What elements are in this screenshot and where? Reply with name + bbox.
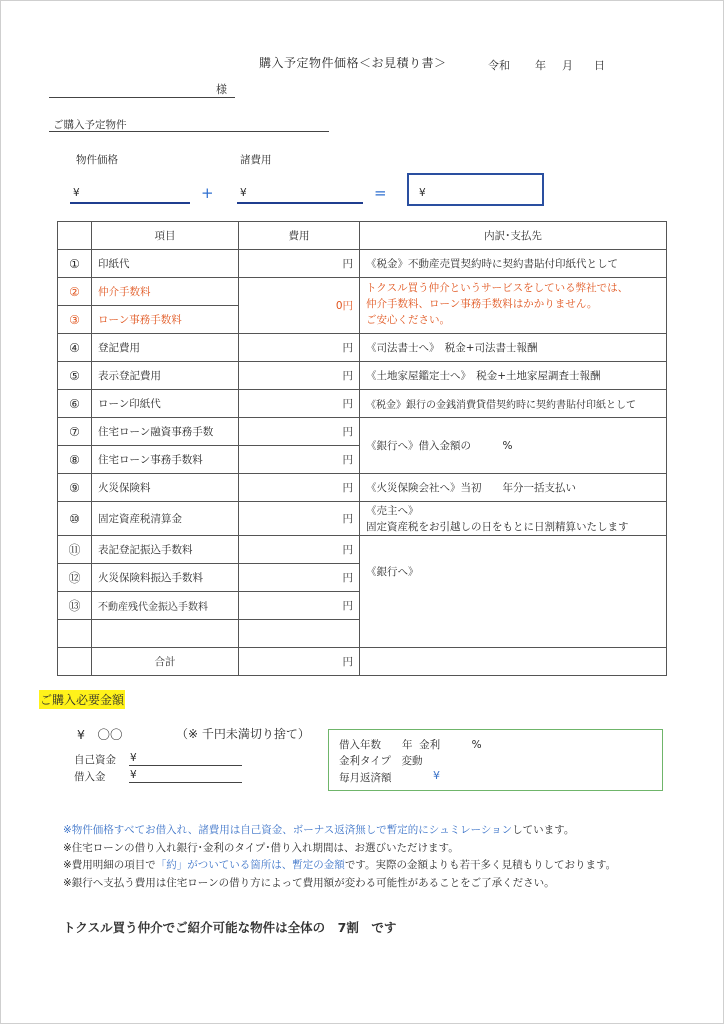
fees-label: 諸費用 (240, 154, 272, 166)
note-1-rest: しています。 (512, 824, 575, 836)
row-item: ローン事務手数料 (92, 306, 239, 334)
row-item: 印紙代 (92, 250, 239, 278)
rounding-note: （※ 千円未満切り捨て） (176, 727, 310, 741)
note-3-highlight: 「約」がついている箇所は、暫定の金額 (155, 859, 345, 871)
note-1-highlight: ※物件価格すべてお借入れ、諸費用は自己資金、ボーナス返済無しで暫定的にシュミレーション (63, 824, 513, 836)
row-fee[interactable]: 円 (239, 334, 360, 362)
row-item: 住宅ローン融資事務手数 (92, 418, 239, 446)
date-era: 令和 (488, 59, 510, 72)
row-number: ④ (58, 334, 92, 362)
note-2: ※住宅ローンの借り入れ銀行･金利のタイプ･借り入れ期間は、お選びいただけます。 (63, 841, 459, 854)
price-yen: ¥ (73, 187, 80, 199)
blank-cell (360, 648, 667, 676)
row-number: ① (58, 250, 92, 278)
row-fee[interactable]: 円 (239, 390, 360, 418)
row-item: 仲介手数料 (92, 278, 239, 306)
blank-cell[interactable] (92, 620, 239, 648)
row-detail: 《税金》銀行の金銭消費貸借契約時に契約書貼付印紙として (360, 390, 667, 418)
row-detail: 《銀行へ》借入金額の % (360, 418, 667, 474)
blank-cell (58, 648, 92, 676)
header-cell-num (58, 222, 92, 250)
row-detail-proration (360, 502, 667, 536)
own-funds-label: 自己資金 (74, 754, 116, 766)
date-day: 日 (594, 59, 605, 72)
table-row (58, 362, 667, 390)
page-title: 購入予定物件価格＜お見積り書＞ (259, 56, 447, 70)
rate-type: 金利タイプ 変動 (339, 755, 423, 767)
row-fee[interactable]: 円 (239, 536, 360, 564)
row-detail: 《土地家屋鑑定士へ》 税金+土地家屋調査士報酬 (360, 362, 667, 390)
table-row (58, 474, 667, 502)
loan-yen: ¥ (130, 769, 137, 781)
notes-block (63, 822, 616, 892)
table-row (58, 250, 667, 278)
row-item: ローン印紙代 (92, 390, 239, 418)
free-service-note (360, 278, 667, 334)
monthly-payment-yen: ¥ (433, 769, 440, 782)
note-3-a: ※費用明細の項目で (63, 859, 156, 871)
row-number: ⑨ (58, 474, 92, 502)
note-4: ※銀行へ支払う費用は住宅ローンの借り方によって費用額が変わる可能性があることをご了承ください。 (63, 876, 555, 889)
free-note-line-2: 仲介手数料、ローン事務手数料はかかりません。 (366, 298, 598, 310)
loan-label: 借入金 (74, 771, 106, 783)
total-label: 合計 (92, 648, 239, 676)
monthly-payment-label: 毎月返済額 (339, 772, 392, 784)
row-item: 火災保険料振込手数料 (92, 564, 239, 592)
row-item: 固定資産税清算金 (92, 502, 239, 536)
equals-sign: = (374, 184, 387, 202)
blank-cell (58, 620, 92, 648)
table-row (58, 536, 667, 564)
row-number: ⑧ (58, 446, 92, 474)
price-label: 物件価格 (76, 154, 118, 166)
own-funds-yen: ¥ (130, 752, 137, 764)
row-fee[interactable]: 円 (239, 474, 360, 502)
table-row (58, 418, 667, 446)
row-detail: 《火災保険会社へ》当初 年分一括支払い (360, 474, 667, 502)
free-note-line-1: トクスル買う仲介というサービスをしている弊社では、 (366, 282, 629, 294)
table-header-row (58, 222, 667, 250)
row-fee[interactable]: 円 (239, 362, 360, 390)
required-amount-value: ¥ 〇〇 (77, 727, 123, 742)
row-number: ⑫ (58, 564, 92, 592)
row-fee[interactable]: 円 (239, 502, 360, 536)
proration-note: 固定資産税をお引越しの日をもとに日割精算いたします (366, 520, 629, 533)
own-funds-line[interactable] (129, 765, 242, 766)
row-fee[interactable]: 円 (239, 446, 360, 474)
table-total-row (58, 648, 667, 676)
row-number: ⑪ (58, 536, 92, 564)
row-number: ⑬ (58, 592, 92, 620)
note-3-b: です。実際の金額よりも若干多く見積もりしております。 (344, 859, 617, 871)
row-fee[interactable]: 円 (239, 564, 360, 592)
fees-input-line[interactable] (237, 202, 363, 204)
row-fee[interactable]: 0円 (239, 278, 360, 334)
table-row (58, 502, 667, 536)
row-number: ⑦ (58, 418, 92, 446)
loan-terms-box (328, 729, 663, 791)
property-line[interactable] (49, 131, 329, 132)
proration-payee: 《売主へ》 (366, 504, 419, 517)
row-fee[interactable]: 円 (239, 250, 360, 278)
closing-statement: トクスル買う仲介でご紹介可能な物件は全体の 7割 です (63, 920, 397, 935)
fees-yen: ¥ (240, 187, 247, 199)
estimate-table (57, 221, 667, 676)
row-item: 表記登記振込手数料 (92, 536, 239, 564)
price-input-line[interactable] (70, 202, 190, 204)
honorific: 様 (216, 83, 227, 96)
table-row (58, 334, 667, 362)
row-fee[interactable]: 円 (239, 592, 360, 620)
row-number: ⑤ (58, 362, 92, 390)
note-3 (63, 857, 616, 875)
row-fee[interactable]: 円 (239, 418, 360, 446)
row-number: ⑥ (58, 390, 92, 418)
header-cell-item: 項目 (92, 222, 239, 250)
total-price-box[interactable] (407, 173, 544, 206)
header-cell-detail: 内訳･支払先 (360, 222, 667, 250)
header-cell-fee: 費用 (239, 222, 360, 250)
total-fee[interactable]: 円 (239, 648, 360, 676)
customer-name-line[interactable] (49, 97, 235, 98)
row-number: ② (58, 278, 92, 306)
required-amount-heading: ご購入必要金額 (39, 690, 125, 709)
loan-years-rate: 借入年数 年 金利 % (339, 739, 482, 751)
property-label: ご購入予定物件 (53, 119, 127, 131)
row-item: 表示登記費用 (92, 362, 239, 390)
row-item: 住宅ローン事務手数料 (92, 446, 239, 474)
table-row (58, 390, 667, 418)
row-number: ③ (58, 306, 92, 334)
row-item: 登記費用 (92, 334, 239, 362)
total-yen: ¥ (419, 187, 426, 199)
loan-line[interactable] (129, 782, 242, 783)
date-month: 月 (562, 59, 573, 72)
plus-sign: + (201, 184, 214, 202)
row-detail: 《税金》不動産売買契約時に契約書貼付印紙代として (360, 250, 667, 278)
row-detail: 《銀行へ》 (360, 536, 667, 648)
date-year: 年 (535, 59, 546, 72)
row-detail: 《司法書士へ》 税金+司法書士報酬 (360, 334, 667, 362)
table-row (58, 278, 667, 306)
row-item: 不動産残代金振込手数料 (92, 592, 239, 620)
blank-cell[interactable] (239, 620, 360, 648)
note-1 (63, 822, 616, 840)
row-number: ⑩ (58, 502, 92, 536)
free-note-line-3: ご安心ください。 (366, 314, 450, 326)
row-item: 火災保険料 (92, 474, 239, 502)
